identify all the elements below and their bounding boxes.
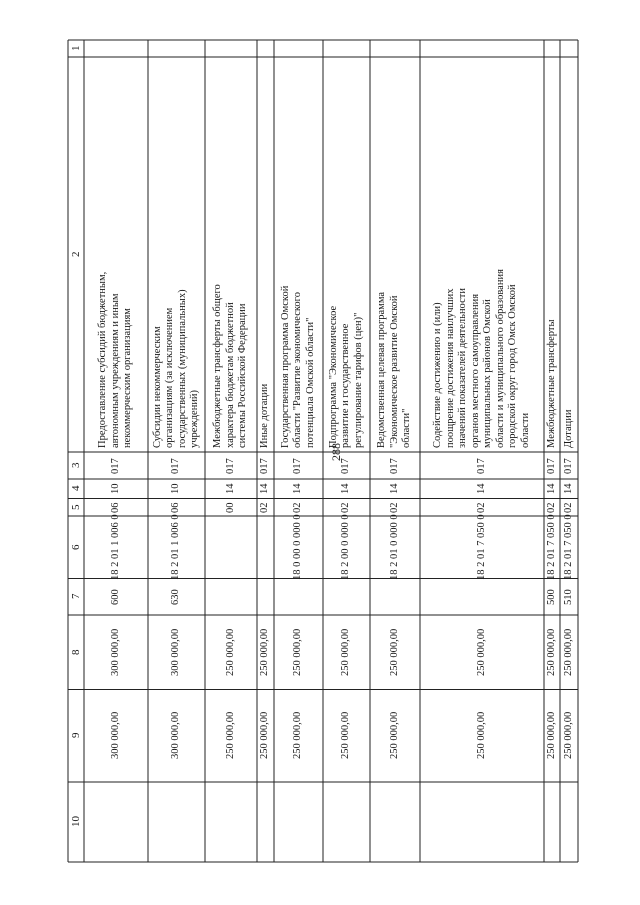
row-name-line: развитие и государственное: [340, 323, 352, 449]
cell-c5: 00: [224, 502, 236, 513]
row-name-line: значений показателей деятельности: [457, 288, 468, 449]
column-header-7: 7: [69, 593, 82, 600]
row-name-line: Субсидии некоммерческим: [151, 326, 163, 449]
row-name-line: Государственная программа Омской: [279, 285, 291, 449]
row-name-line: городской округ город Омск Омской: [507, 284, 518, 449]
cell-c7: 510: [562, 589, 574, 605]
cell-c4: 10: [109, 483, 121, 495]
cell-c9: 250 000,00: [388, 711, 400, 760]
cell-c9: 250 000,00: [292, 711, 304, 760]
cell-c5: 02: [475, 502, 487, 513]
row-name-line: муниципальных районов Омской: [482, 299, 493, 449]
column-header-9: 9: [69, 732, 82, 739]
cell-c8: 250 000,00: [562, 628, 574, 676]
cell-c9: 250 000,00: [475, 711, 487, 760]
cell-c6: 18 0 00 0 000 0: [292, 514, 304, 581]
cell-c9: 300 000,00: [109, 711, 121, 760]
cell-c5: 02: [388, 502, 400, 513]
cell-c4: 14: [259, 483, 271, 495]
cell-c5: 02: [292, 502, 304, 513]
cell-c6: 18 2 01 0 000 0: [388, 514, 400, 581]
row-name-line: потенциала Омской области": [304, 317, 316, 449]
column-header-6: 6: [69, 544, 82, 550]
row-name-line: системы Российской Федерации: [237, 303, 249, 449]
cell-c8: 250 000,00: [292, 628, 304, 676]
cell-c7: 630: [170, 589, 182, 605]
row-name-line: области: [519, 413, 531, 449]
cell-c4: 14: [224, 483, 236, 495]
column-header-8: 8: [69, 649, 82, 655]
row-name-line: Иные дотации: [259, 383, 271, 449]
cell-c9: 300 000,00: [170, 711, 182, 760]
cell-c8: 250 000,00: [259, 628, 271, 676]
column-header-5: 5: [69, 504, 82, 510]
cell-c3: 017: [170, 457, 182, 474]
cell-c3: 017: [475, 457, 487, 474]
cell-c5: 02: [562, 502, 574, 513]
cell-c9: 250 000,00: [562, 711, 574, 760]
cell-c6: 18 2 01 7 050 0: [475, 514, 487, 581]
cell-c9: 250 000,00: [259, 711, 271, 760]
cell-c5: 06: [109, 502, 121, 513]
cell-c3: 017: [224, 457, 236, 474]
row-name-line: учреждений): [189, 390, 200, 449]
column-header-1: 1: [69, 45, 82, 51]
cell-c4: 10: [170, 483, 182, 495]
cell-c8: 250 000,00: [475, 628, 487, 676]
column-header-4: 4: [69, 485, 82, 492]
row-name-line: Ведомственная целевая программа: [376, 292, 388, 449]
row-name-line: некоммерческим организациям: [122, 308, 134, 449]
cell-c6: 18 2 01 1 006 0: [170, 514, 182, 581]
cell-c3: 017: [340, 457, 352, 474]
cell-c5: 02: [340, 502, 352, 513]
row-name-line: области "Развитие экономического: [292, 292, 304, 449]
cell-c9: 250 000,00: [224, 711, 236, 760]
cell-c4: 14: [292, 483, 304, 495]
cell-c8: 250 000,00: [388, 628, 400, 676]
cell-c5: 06: [170, 502, 182, 513]
row-name-line: органов местного самоуправления: [469, 294, 481, 449]
cell-c7: 500: [545, 589, 557, 605]
cell-c6: 18 2 00 0 000 0: [340, 514, 352, 581]
row-name-line: Межбюджетные трансферты общего: [212, 284, 224, 449]
cell-c3: 017: [388, 457, 400, 474]
cell-c3: 017: [562, 457, 574, 474]
cell-c6: 18 2 01 7 050 0: [562, 514, 574, 581]
row-name-line: области и муниципального образования: [494, 269, 506, 449]
cell-c4: 14: [340, 483, 352, 495]
cell-c4: 14: [388, 483, 400, 495]
cell-c6: 18 2 01 1 006 0: [109, 514, 121, 581]
cell-c9: 250 000,00: [340, 711, 352, 760]
cell-c3: 017: [109, 457, 121, 474]
cell-c4: 14: [562, 483, 574, 495]
column-header-10: 10: [69, 816, 82, 828]
row-name-line: Предоставление субсидий бюджетным,: [97, 271, 109, 449]
row-name-line: "Экономическое развитие Омской: [388, 295, 400, 449]
column-header-2: 2: [69, 251, 82, 258]
row-name-line: поощрение достижения наилучших: [444, 288, 456, 449]
cell-c5: 02: [259, 502, 271, 513]
cell-c8: 250 000,00: [545, 628, 557, 676]
cell-c5: 02: [545, 502, 557, 513]
row-name-line: Дотации: [562, 409, 574, 449]
row-name-line: характера бюджетам бюджетной: [224, 302, 236, 449]
page-number: 288: [329, 443, 343, 461]
cell-c3: 017: [259, 457, 271, 474]
row-name-line: организациям (за исключением: [164, 307, 175, 449]
cell-c4: 14: [475, 483, 487, 495]
cell-c9: 250 000,00: [545, 711, 557, 760]
cell-c6: 18 2 01 7 050 0: [545, 514, 557, 581]
cell-c3: 017: [545, 457, 557, 474]
cell-c7: 600: [109, 589, 121, 605]
cell-c8: 300 000,00: [170, 628, 182, 676]
row-name-line: государственных (муниципальных): [176, 289, 188, 449]
cell-c8: 300 000,00: [109, 628, 121, 676]
column-header-3: 3: [69, 462, 82, 469]
cell-c4: 14: [545, 483, 557, 495]
row-name-line: Содействие достижению и (или): [432, 302, 443, 449]
row-name-line: автономным учреждениям и иным: [109, 293, 121, 449]
cell-c8: 250 000,00: [224, 628, 236, 676]
row-name-line: Подпрограмма "Экономическое: [327, 306, 339, 449]
row-name-line: регулирование тарифов (цен)": [352, 312, 364, 449]
cell-c8: 250 000,00: [340, 628, 352, 676]
cell-c3: 017: [292, 457, 304, 474]
row-name-line: Межбюджетные трансферты: [545, 319, 557, 449]
row-name-line: области": [401, 408, 413, 449]
